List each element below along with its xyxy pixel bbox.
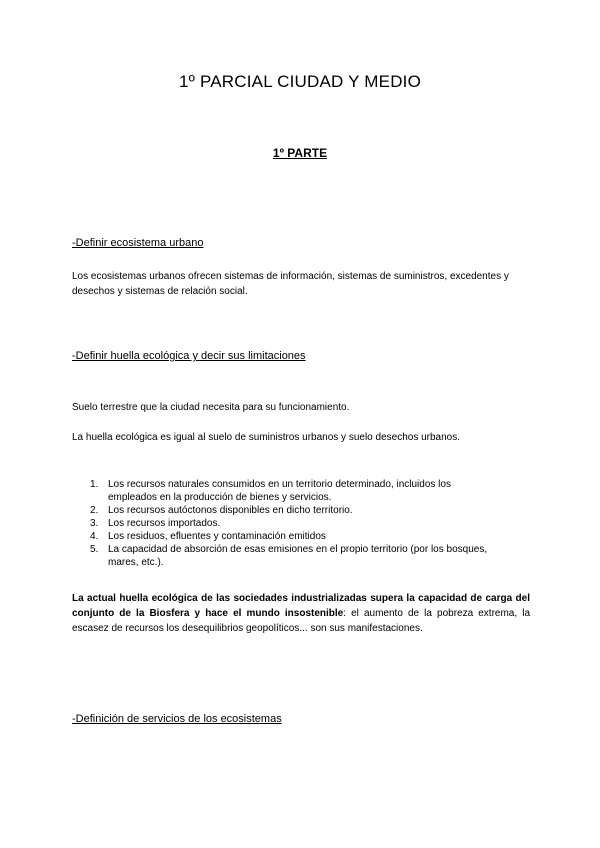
- list-item-text: Los recursos naturales consumidos en un territorio determinado, incluidos los empleados en la producción de bienes y servicios.: [108, 479, 451, 503]
- list-item-text: Los recursos importados.: [108, 518, 221, 529]
- paragraph-footprint-equation: La huella ecológica es igual al suelo de suministros urbanos y suelo desechos urbanos.: [72, 432, 461, 443]
- list-item: [72, 543, 502, 569]
- list-item: [72, 478, 502, 504]
- closing-paragraph-rest: : el aumento de la pobreza extrema, la escasez de recursos los desequilibrios geopolíticos... son sus manifestaciones.: [72, 608, 531, 634]
- list-item-number: 2.: [90, 505, 99, 516]
- limitations-list: [72, 478, 502, 569]
- list-item: [72, 530, 502, 543]
- section-heading-urban-ecosystem: -Definir ecosistema urbano: [72, 237, 204, 249]
- list-item-text: Los recursos autóctonos disponibles en dicho territorio.: [108, 505, 353, 516]
- list-item-number: 4.: [90, 531, 99, 542]
- closing-paragraph: [72, 591, 530, 636]
- list-item: [72, 517, 502, 530]
- list-item-text: Los residuos, efluentes y contaminación emitidos: [108, 531, 326, 542]
- closing-paragraph-bold: La actual huella ecológica de las sociedades industrializadas supera la capacidad de carga del conjunto de la Biosfera y hace el mundo insostenible: [72, 593, 530, 619]
- list-item-number: 1.: [90, 479, 99, 490]
- page-title: 1º PARCIAL CIUDAD Y MEDIO: [178, 72, 422, 91]
- list-item-number: 5.: [90, 544, 99, 555]
- part-title: 1º PARTE: [272, 146, 328, 160]
- list-item-number: 3.: [90, 518, 99, 529]
- section-heading-ecological-footprint: -Definir huella ecológica y decir sus limitaciones: [72, 350, 306, 362]
- paragraph-urban-ecosystem: Los ecosistemas urbanos ofrecen sistemas de información, sistemas de suministros, excedentes y desechos y sistemas de relación social.: [72, 271, 509, 297]
- paragraph-footprint-definition: Suelo terrestre que la ciudad necesita para su funcionamiento.: [72, 402, 350, 413]
- list-item-text: La capacidad de absorción de esas emisiones en el propio territorio (por los bosques, mares, etc.).: [108, 544, 488, 568]
- section-heading-ecosystem-services: -Definición de servicios de los ecosistemas: [72, 713, 282, 725]
- list-item: [72, 504, 502, 517]
